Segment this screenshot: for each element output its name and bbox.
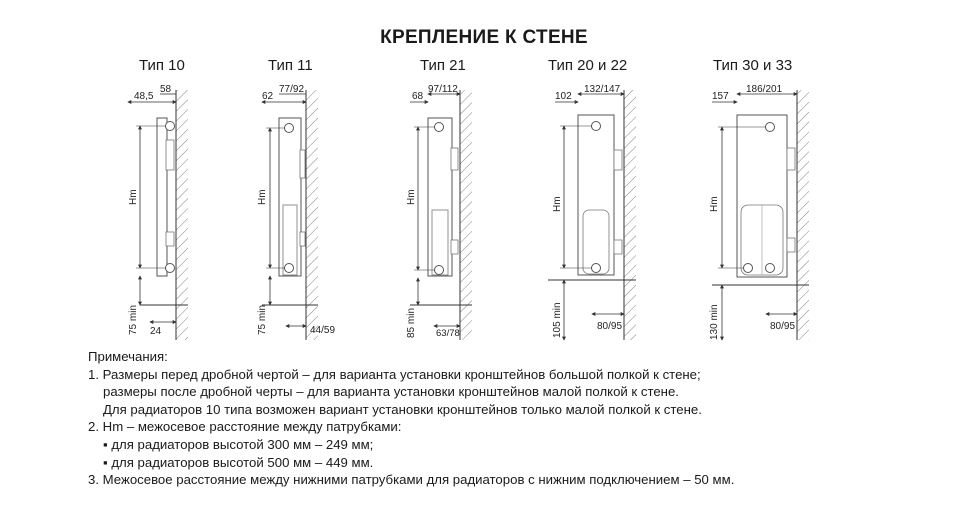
bracket-bottom: [300, 232, 305, 246]
dim-hm: Hm: [709, 196, 720, 212]
bracket-top: [300, 150, 305, 178]
pipe-bottom-left: [744, 264, 753, 273]
note-1: [88, 366, 734, 384]
note-2: [88, 418, 734, 436]
dim-bottom: 63/78: [436, 328, 460, 339]
diagram-type-21: [406, 84, 472, 340]
note-number: 1.: [88, 366, 99, 382]
note-number: 2.: [88, 419, 99, 435]
diagram-type-30-33: [709, 84, 809, 340]
pipe-top: [592, 122, 601, 131]
dim-left: 157: [712, 91, 729, 102]
wall-hatch: [624, 90, 636, 340]
wall-hatch: [306, 90, 318, 340]
dim-min: 75 min: [128, 304, 139, 335]
dim-bottom: 80/95: [770, 321, 796, 332]
dim-min: 130 min: [709, 304, 720, 340]
pipe-bottom-right: [766, 264, 775, 273]
dim-min: 105 min: [552, 302, 563, 338]
dim-left: 62: [262, 91, 274, 102]
bracket-top: [166, 140, 174, 170]
bracket-bottom: [614, 240, 622, 254]
pipe-top: [166, 122, 175, 131]
pipe-bottom: [166, 264, 175, 273]
bracket-top: [614, 150, 622, 170]
bracket-bottom: [787, 238, 795, 252]
note-1-line-2: размеры после дробной черты – для варианта установки кронштейнов малой полкой к стене.: [103, 384, 679, 400]
dim-top: 97/112: [428, 84, 458, 95]
bracket-top: [451, 148, 458, 170]
dim-top: 77/92: [279, 84, 305, 95]
note-2-bullet-2: ▪ для радиаторов высотой 500 мм – 449 мм.: [103, 454, 374, 470]
dim-left: 48,5: [134, 91, 154, 102]
pipe-top: [285, 124, 294, 133]
type-30-33-label: Тип 30 и 33: [713, 57, 793, 74]
dim-top: 58: [160, 84, 172, 95]
type-10-label: Тип 10: [139, 57, 185, 74]
wall-hatch: [460, 90, 472, 340]
wall-hatch: [797, 90, 809, 340]
note-text: Межосевое расстояние между нижними патрубками для радиаторов с нижним подключением – 50 мм.: [102, 472, 735, 488]
note-text: Размеры перед дробной чертой – для варианта установки кронштейнов большой полкой к стене;: [102, 366, 701, 382]
note-1-line-3: Для радиаторов 10 типа возможен вариант установки кронштейнов только малой полкой к стене.: [103, 401, 702, 417]
dim-hm: Hm: [406, 189, 417, 205]
dim-left: 68: [412, 91, 424, 102]
pipe-bottom: [592, 264, 601, 273]
dim-hm: Hm: [552, 196, 563, 212]
note-number: 3.: [88, 472, 99, 488]
dim-bottom: 80/95: [597, 321, 623, 332]
dim-min: 85 min: [406, 307, 417, 338]
dim-top: 132/147: [584, 84, 621, 95]
note-2-bullet-1: ▪ для радиаторов высотой 300 мм – 249 мм;: [103, 436, 374, 452]
dim-hm: Hm: [257, 189, 268, 205]
pipe-bottom: [285, 264, 294, 273]
note-3: [88, 471, 734, 489]
type-20-22-label: Тип 20 и 22: [548, 57, 628, 74]
diagram-type-10: [128, 84, 188, 340]
type-11-label: Тип 11: [268, 57, 313, 74]
dim-hm: Hm: [128, 189, 139, 205]
type-21-label: Тип 21: [420, 57, 466, 74]
dim-bottom: 24: [150, 326, 162, 337]
pipe-bottom: [435, 266, 444, 275]
pipe-top: [435, 123, 444, 132]
bracket-bottom: [451, 240, 458, 254]
note-text: Hm – межосевое расстояние между патрубками:: [102, 419, 402, 435]
page-title: КРЕПЛЕНИЕ К СТЕНЕ: [380, 27, 588, 48]
bracket-top: [787, 148, 795, 170]
notes-block: [88, 348, 734, 489]
wall-hatch: [176, 90, 188, 340]
notes-heading: Примечания:: [88, 349, 168, 364]
diagram-type-20-22: [548, 84, 636, 340]
pipe-top: [766, 123, 775, 132]
dim-bottom: 44/59: [310, 325, 336, 336]
dim-left: 102: [555, 91, 572, 102]
bracket-bottom: [166, 232, 174, 246]
dim-min: 75 min: [257, 304, 268, 335]
radiator-panel: [157, 118, 167, 276]
dim-top: 186/201: [746, 84, 783, 95]
diagram-type-11: [257, 84, 335, 340]
